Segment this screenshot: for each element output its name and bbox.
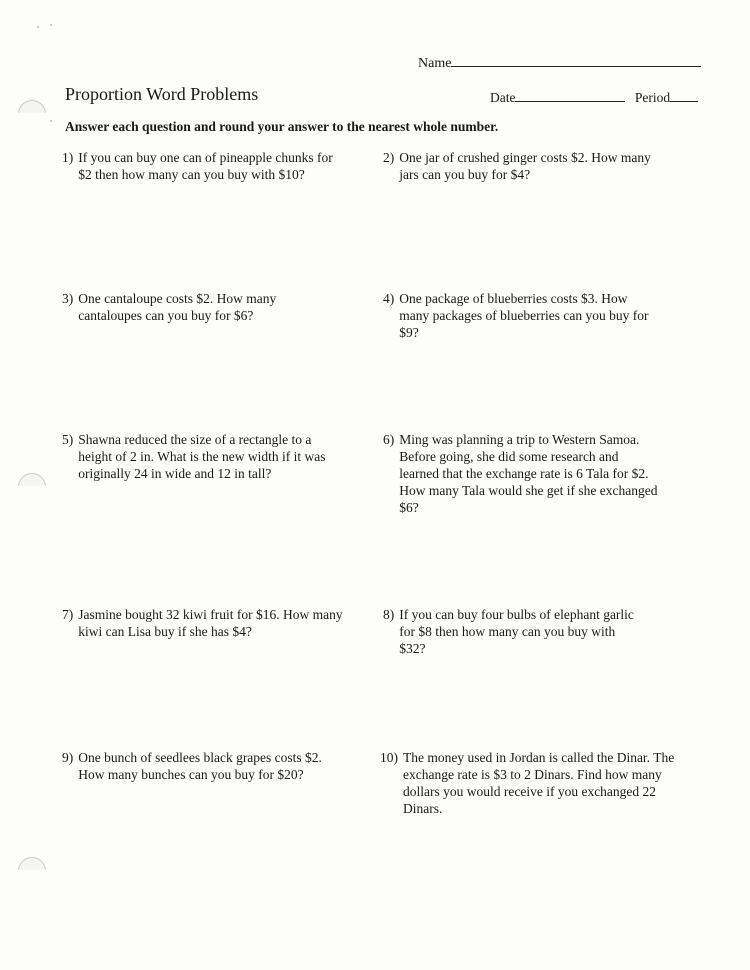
problem-text: Ming was planning a trip to Western Samoa. Before going, she did some research and learned that the exchange rate is 6 Tala for $2. How many Tala would she get if she exchanged $6? xyxy=(399,432,658,515)
date-label: Date xyxy=(490,90,516,105)
problem-number: 2) xyxy=(383,150,395,165)
problem-number: 10) xyxy=(380,750,398,765)
problem-number: 4) xyxy=(383,291,395,306)
problem-number: 3) xyxy=(62,291,74,306)
date-line[interactable] xyxy=(515,101,625,102)
binder-hole-top xyxy=(18,100,46,128)
scan-speck xyxy=(50,24,52,26)
scan-speck xyxy=(50,120,52,122)
problem-text: One package of blueberries costs $3. How many packages of blueberries can you buy for $9? xyxy=(399,291,649,340)
problem-text: One bunch of seedlees black grapes costs $2. How many bunches can you buy for $20? xyxy=(78,750,322,782)
problem-1 xyxy=(62,149,344,183)
problem-text: One cantaloupe costs $2. How many cantaloupes can you buy for $6? xyxy=(78,291,277,323)
problem-5 xyxy=(62,431,344,482)
problem-8 xyxy=(383,606,643,657)
name-line[interactable] xyxy=(451,66,701,67)
name-label: Name xyxy=(418,56,452,71)
problem-text: Shawna reduced the size of a rectangle to a height of 2 in. What is the new width if it was originally 24 in wide and 12 in tall? xyxy=(78,432,326,481)
problem-text: One jar of crushed ginger costs $2. How many jars can you buy for $4? xyxy=(399,150,651,182)
period-label: Period xyxy=(634,90,671,105)
problem-text: The money used in Jordan is called the Dinar. The exchange rate is $3 to 2 Dinars. Find how many dollars you would receive if you exchanged 22 Dinars. xyxy=(403,750,675,816)
page-title: Proportion Word Problems xyxy=(65,84,259,104)
name-field[interactable] xyxy=(418,56,701,72)
problem-9 xyxy=(62,749,337,783)
problem-6 xyxy=(383,431,658,516)
problem-3 xyxy=(62,290,312,324)
problem-text: If you can buy four bulbs of elephant garlic for $8 then how many can you buy with $32? xyxy=(399,607,634,656)
problem-number: 7) xyxy=(62,607,74,622)
binder-hole-middle xyxy=(18,473,46,501)
problem-number: 8) xyxy=(383,607,395,622)
scan-speck xyxy=(37,26,39,28)
problem-10 xyxy=(380,749,675,817)
problem-text: Jasmine bought 32 kiwi fruit for $16. How many kiwi can Lisa buy if she has $4? xyxy=(78,607,343,639)
binder-hole-bottom xyxy=(18,857,46,885)
instructions: Answer each question and round your answer to the nearest whole number. xyxy=(65,119,499,134)
problem-number: 5) xyxy=(62,432,74,447)
problem-number: 9) xyxy=(62,750,74,765)
problem-text: If you can buy one can of pineapple chunks for $2 then how many can you buy with $10? xyxy=(78,150,333,182)
problem-4 xyxy=(383,290,658,341)
problem-number: 6) xyxy=(383,432,395,447)
problem-2 xyxy=(383,149,653,183)
problem-number: 1) xyxy=(62,150,74,165)
period-line[interactable] xyxy=(670,101,698,102)
problem-7 xyxy=(62,606,344,640)
date-period-row xyxy=(490,90,698,106)
